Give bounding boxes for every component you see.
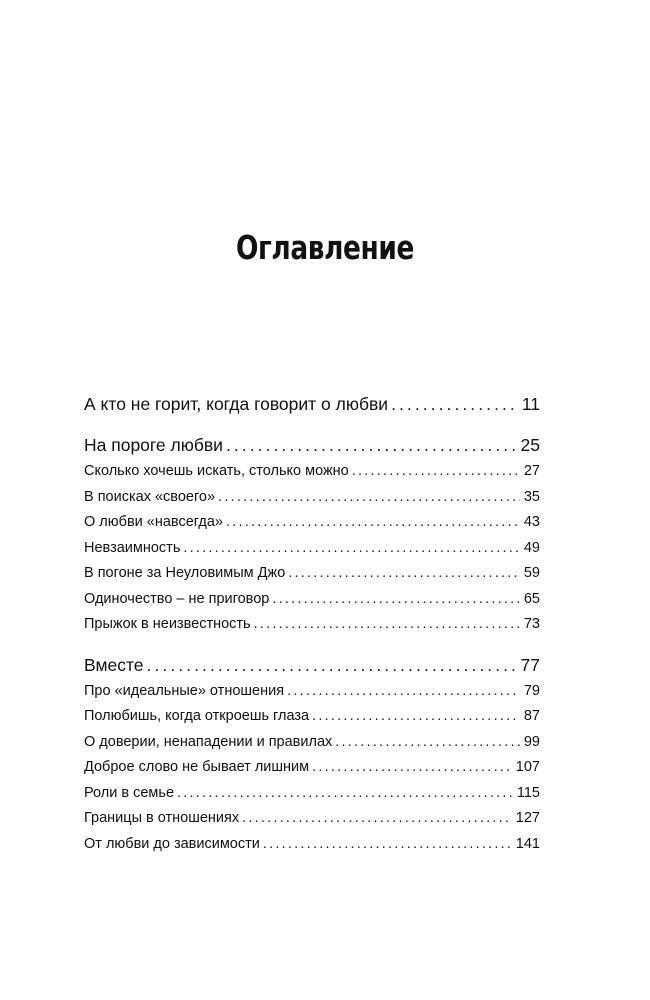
toc-page-number: 107 <box>515 759 540 775</box>
dot-leader <box>183 536 519 562</box>
toc-entry-title: Одиночество – не приговор <box>84 590 270 607</box>
toc-page-number: 127 <box>515 810 540 826</box>
toc-entry-title: Сколько хочешь искать, столько можно <box>84 463 349 479</box>
table-of-contents <box>84 390 540 857</box>
dot-leader <box>288 561 520 587</box>
dot-leader <box>242 806 512 832</box>
toc-entry-row[interactable] <box>84 730 540 756</box>
dot-leader <box>352 459 520 485</box>
toc-page-number: 73 <box>523 616 540 632</box>
dot-leader <box>272 587 520 613</box>
toc-entry-title: Про «идеальные» отношения <box>84 682 285 699</box>
dot-leader <box>218 485 520 511</box>
toc-chapter-row[interactable] <box>84 651 540 679</box>
dot-leader <box>287 679 520 705</box>
toc-page-number: 59 <box>523 565 540 581</box>
toc-chapter-title: Вместе <box>84 654 144 675</box>
toc-entry-title: Доброе слово не бывает лишним <box>84 759 310 775</box>
toc-page-number: 27 <box>523 463 540 479</box>
toc-page-number: 11 <box>521 394 540 414</box>
toc-page-number: 35 <box>523 488 540 505</box>
toc-page-number: 141 <box>515 835 540 852</box>
toc-entry-row[interactable] <box>84 459 540 485</box>
toc-chapter-row[interactable] <box>84 390 540 418</box>
toc-entry-title: Прыжок в неизвестность <box>84 616 251 632</box>
toc-entry-row[interactable] <box>84 561 540 587</box>
toc-page-number: 25 <box>520 435 540 455</box>
toc-entry-row[interactable] <box>84 806 540 832</box>
toc-entry-row[interactable] <box>84 832 540 858</box>
toc-entry-row[interactable] <box>84 612 540 638</box>
toc-section <box>84 431 540 638</box>
dot-leader <box>335 730 520 756</box>
dot-leader <box>177 781 513 807</box>
toc-entry-row[interactable] <box>84 679 540 705</box>
toc-page-number: 77 <box>520 654 540 675</box>
dot-leader <box>226 431 517 459</box>
toc-entry-title: В погоне за Неуловимым Джо <box>84 565 286 581</box>
toc-entry-title: От любви до зависимости <box>84 835 260 852</box>
toc-entry-title: В поисках «своего» <box>84 488 216 505</box>
toc-entry-row[interactable] <box>84 587 540 613</box>
toc-page-number: 99 <box>523 733 540 750</box>
dot-leader <box>263 832 512 858</box>
toc-entry-row[interactable] <box>84 536 540 562</box>
toc-entry-title: Роли в семье <box>84 784 175 801</box>
toc-chapter-row[interactable] <box>84 431 540 459</box>
toc-section <box>84 651 540 858</box>
toc-page-number: 49 <box>523 539 540 556</box>
dot-leader <box>147 651 517 679</box>
toc-entry-title: О доверии, ненападении и правилах <box>84 733 333 750</box>
toc-page-number: 79 <box>523 682 540 699</box>
toc-page-number: 115 <box>516 784 540 801</box>
toc-entry-row[interactable] <box>84 485 540 511</box>
dot-leader <box>254 612 520 638</box>
dot-leader <box>226 510 520 536</box>
toc-entry-title: Невзаимность <box>84 539 181 556</box>
toc-entry-title: О любви «навсегда» <box>84 514 223 530</box>
toc-section <box>84 390 540 418</box>
toc-entry-row[interactable] <box>84 704 540 730</box>
dot-leader <box>312 755 512 781</box>
toc-chapter-title: А кто не горит, когда говорит о любви <box>84 394 389 414</box>
toc-chapter-title: На пороге любви <box>84 435 223 455</box>
dot-leader <box>391 390 518 418</box>
toc-entry-title: Границы в отношениях <box>84 810 240 826</box>
toc-page-number: 43 <box>523 514 540 530</box>
dot-leader <box>312 704 520 730</box>
toc-entry-title: Полюбишь, когда откроешь глаза <box>84 708 310 724</box>
page-title: Оглавление <box>236 228 414 268</box>
toc-page-number: 87 <box>523 708 540 724</box>
toc-entry-row[interactable] <box>84 781 540 807</box>
toc-entry-row[interactable] <box>84 755 540 781</box>
toc-page-number: 65 <box>523 590 540 607</box>
toc-entry-row[interactable] <box>84 510 540 536</box>
